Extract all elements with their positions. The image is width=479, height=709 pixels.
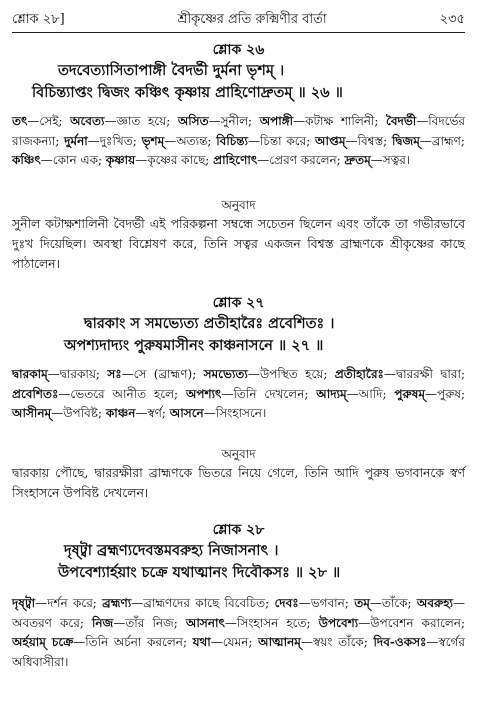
gloss-meaning: —আদি; bbox=[346, 386, 395, 401]
gloss-meaning: —সত্বর। bbox=[370, 153, 411, 167]
verse-line: উপবেশ্যার্হয়াং চক্রে যথাত্মানং দিবৌকসঃ ॥ ২৮ ॥ bbox=[58, 564, 341, 581]
gloss-meaning: —স্বর্গের অধিবাসীরা। bbox=[12, 635, 466, 669]
gloss-meaning: —উপবিষ্ট; bbox=[51, 406, 106, 420]
gloss-meaning: —উপবেশন করালেন; bbox=[358, 615, 465, 630]
translation-heading: অনুবাদ bbox=[221, 198, 256, 212]
gloss-word: কৃষ্ণায় bbox=[105, 153, 136, 167]
gloss-meaning: —কোন এক; bbox=[40, 153, 106, 167]
gloss-word: অপাঙ্গী bbox=[259, 114, 294, 128]
gloss-meaning: —প্রেরণ করলেন; bbox=[257, 153, 345, 167]
gloss-word: আসীনম্ bbox=[12, 406, 52, 420]
gloss-word: ভৃশম্ bbox=[141, 133, 165, 148]
gloss-meaning: —চিন্তা করে; bbox=[248, 133, 316, 148]
translation-text: সুনীল কটাক্ষশালিনী বৈদর্ভী এই পরিকল্পনা সম্বন্ধে সচেতন ছিলেন এবং তাঁকে তা গভীরভাবে দুঃখ দিয়েছিল। অবস্থা বিশ্লেষণ করে, তিনি সত্বর একজন বিশ্বস্ত ব্রাহ্মণকে শ্রীকৃষ্ণের কাছে পাঠালেন। bbox=[12, 217, 465, 271]
running-header bbox=[12, 10, 465, 30]
gloss-meaning: —তিনি দেখলেন; bbox=[221, 386, 317, 401]
gloss-word: কাঞ্চন bbox=[105, 406, 136, 420]
verse-line: দ্বারকাং স সমভ্যেত্য প্রতীহারৈঃ প্রবেশিতঃ । bbox=[84, 315, 335, 332]
gloss-meaning: —পুরুষ; bbox=[425, 386, 466, 401]
verse-28 bbox=[12, 520, 465, 584]
gloss-meaning: —সিংহাসন হতে; bbox=[224, 615, 319, 630]
gloss-word: বৈদর্ভী bbox=[386, 114, 417, 128]
gloss-meaning: —কৃষ্ণের কাছে; bbox=[135, 153, 214, 167]
header-chapter-title: শ্রীকৃষ্ণের প্রতি রুক্মিণীর বার্তা bbox=[177, 11, 327, 27]
gloss-word: দ্বিজম্ bbox=[391, 133, 420, 148]
gloss-meaning: —সে (ব্রাহ্মণ); bbox=[121, 367, 204, 381]
translation-26 bbox=[12, 196, 465, 274]
verse-line: বিচিন্ত্যাপ্তং দ্বিজং কঞ্চিৎ কৃষ্ণায় প্রাহিণোদ্রুতম্ ॥ ২৬ ॥ bbox=[32, 84, 343, 101]
gloss-word: আসনে bbox=[169, 406, 204, 420]
verse-line: দৃষ্ট্বা ব্রহ্মণ্যদেবস্তমবরুহ্য নিজাসনাৎ । bbox=[64, 542, 279, 559]
page-number: ২৩৫ bbox=[439, 11, 465, 27]
gloss-meaning: —দুঃখিত; bbox=[87, 133, 142, 148]
gloss-meaning: —তাঁর নিজ; bbox=[113, 615, 186, 630]
gloss-word: আসনাৎ bbox=[185, 615, 225, 630]
gloss-word: অপশ্যৎ bbox=[185, 386, 222, 401]
gloss-meaning: —তাঁকে; bbox=[369, 596, 417, 610]
gloss-word: তৎ bbox=[12, 114, 28, 128]
gloss-word: দেবঃ bbox=[274, 596, 299, 610]
gloss-word: সমভ্যেত্য bbox=[203, 367, 248, 381]
gloss-word: পুরুষম্ bbox=[394, 386, 425, 401]
gloss-word: প্রবেশিতঃ bbox=[12, 386, 59, 401]
verse-26 bbox=[12, 40, 465, 104]
gloss-word: নিজ bbox=[91, 615, 114, 630]
gloss-word: দ্রুতম্ bbox=[344, 153, 371, 167]
gloss-word: প্রতীহারৈঃ bbox=[334, 367, 384, 381]
gloss-word: আদ্যম্ bbox=[316, 386, 347, 401]
word-for-word-27 bbox=[12, 365, 465, 424]
gloss-word: আত্মানম্ bbox=[258, 635, 301, 649]
gloss-word: অবরুহ্য bbox=[416, 596, 453, 610]
gloss-word: অর্হয়াম্ চক্রে bbox=[12, 635, 74, 649]
gloss-word: দৃষ্ট্বা bbox=[12, 596, 36, 610]
verse-title: শ্লোক ২৮ bbox=[212, 522, 265, 538]
gloss-meaning: —সুনীল; bbox=[208, 114, 260, 128]
gloss-word: দুর্মনা bbox=[64, 133, 88, 148]
verse-title: শ্লোক ২৭ bbox=[212, 295, 265, 311]
translation-heading: অনুবাদ bbox=[221, 447, 256, 461]
translation-text: দ্বারকায় পৌছে, দ্বাররক্ষীরা ব্রাহ্মণকে ভিতরে নিয়ে গেলে, তিনি আদি পুরুষ ভগবানকে স্বর্ণ সিংহাসনে উপবিষ্ট দেখলেন। bbox=[12, 466, 465, 500]
gloss-meaning: —সেই; bbox=[27, 114, 71, 128]
gloss-meaning: —উপস্থিত হয়ে; bbox=[247, 367, 335, 381]
gloss-word: দ্বারকাম্ bbox=[12, 367, 48, 381]
gloss-word: অবেত্য bbox=[70, 114, 105, 128]
gloss-meaning: —জ্ঞাত হয়ে; bbox=[104, 114, 178, 128]
gloss-meaning: —দর্শন করে; bbox=[35, 596, 103, 610]
gloss-word: ব্রহ্মণ্য bbox=[102, 596, 132, 610]
gloss-word: প্রাহিণোৎ bbox=[213, 153, 258, 167]
gloss-meaning: —দ্বাররক্ষী দ্বারা; bbox=[383, 367, 466, 381]
gloss-meaning: —অবতরণ করে; bbox=[12, 596, 465, 630]
gloss-meaning: —ভগবান; bbox=[298, 596, 355, 610]
gloss-meaning: —কটাক্ষ শালিনী; bbox=[293, 114, 386, 128]
gloss-word: কঞ্চিৎ bbox=[12, 153, 41, 167]
gloss-meaning: —তিনি অর্চনা করলেন; bbox=[73, 635, 193, 649]
header-verse-ref: শ্লোক ২৮] bbox=[12, 11, 65, 27]
word-for-word-26 bbox=[12, 112, 465, 171]
header-divider bbox=[12, 32, 465, 33]
verse-line: অপশ্যদাদ্যং পুরুষমাসীনং কাঞ্চনাসনে ॥ ২৭ ॥ bbox=[64, 337, 324, 354]
gloss-word: আপ্তম্ bbox=[315, 133, 346, 148]
gloss-word: সঃ bbox=[107, 367, 122, 381]
gloss-word: দিব-ওকসঃ bbox=[373, 635, 427, 649]
gloss-meaning: —বিদর্ভের রাজকন্যা; bbox=[12, 114, 465, 148]
gloss-meaning: —যেমন; bbox=[210, 635, 259, 649]
gloss-word: অসিত bbox=[177, 114, 209, 128]
gloss-word: উপবেশ্য bbox=[318, 615, 359, 630]
gloss-meaning: —ব্রাহ্মণ; bbox=[419, 133, 465, 148]
word-for-word-28 bbox=[12, 594, 465, 672]
verse-title: শ্লোক ২৬ bbox=[212, 42, 265, 58]
gloss-meaning: —স্বর্ণ; bbox=[135, 406, 170, 420]
gloss-meaning: —ভেতরে আনীত হলে; bbox=[58, 386, 186, 401]
translation-27 bbox=[12, 445, 465, 503]
gloss-word: তম্ bbox=[354, 596, 370, 610]
gloss-meaning: —ব্রাহ্মণদের কাছে বিবেচিত; bbox=[131, 596, 275, 610]
gloss-word: যথা bbox=[192, 635, 211, 649]
gloss-meaning: —স্বয়ং তাঁকে; bbox=[300, 635, 374, 649]
gloss-meaning: —দ্বারকায়; bbox=[47, 367, 108, 381]
verse-27 bbox=[12, 293, 465, 357]
gloss-meaning: —অত্যন্ত; bbox=[164, 133, 217, 148]
verse-line: তদবেত্যাসিতাপাঙ্গী বৈদর্ভী দুর্মনা ভৃশম্ । bbox=[58, 62, 285, 79]
gloss-meaning: —সিংহাসনে। bbox=[203, 406, 267, 420]
gloss-meaning: —বিশ্বস্ত; bbox=[345, 133, 392, 148]
gloss-word: বিচিন্ত্য bbox=[216, 133, 248, 148]
